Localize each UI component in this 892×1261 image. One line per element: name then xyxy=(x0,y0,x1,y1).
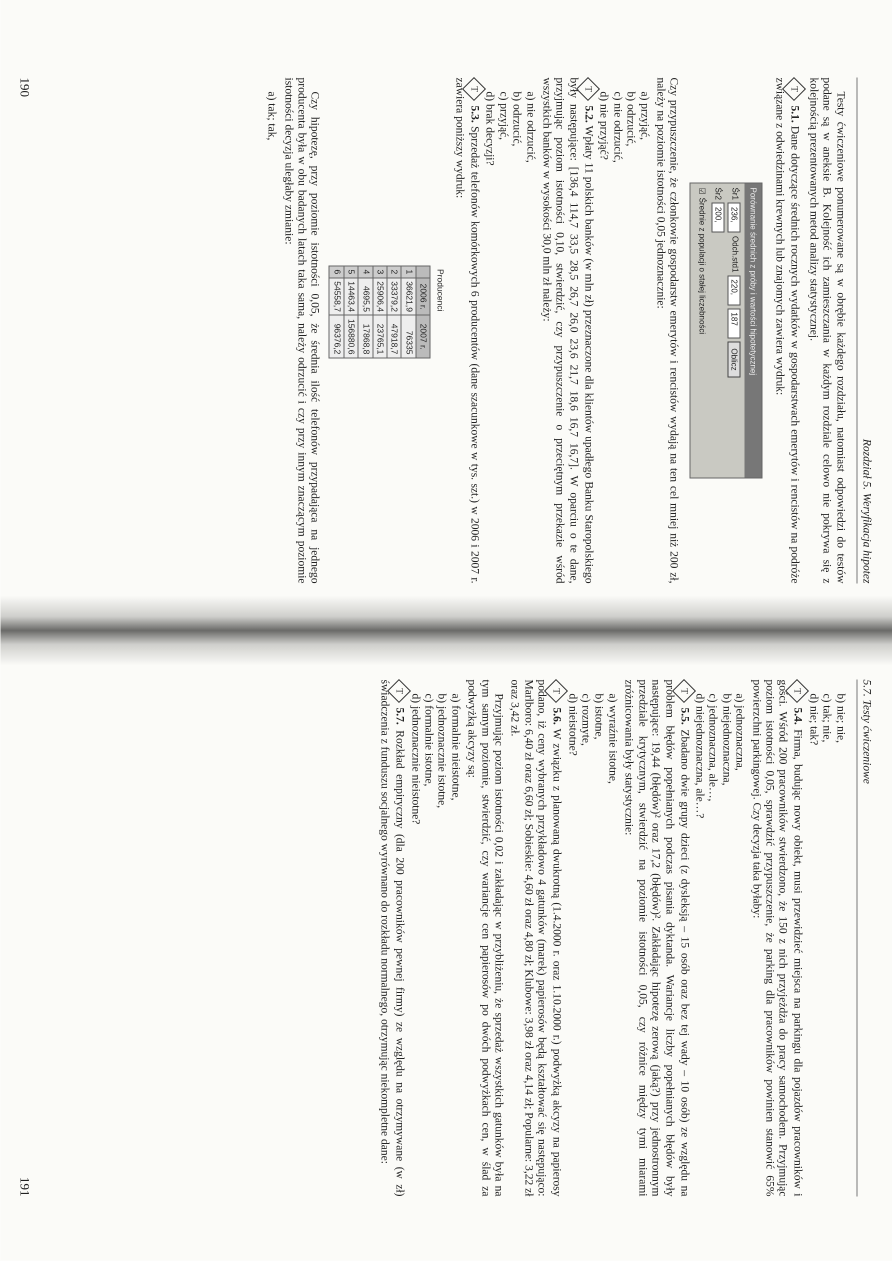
mean1-field: 236, xyxy=(728,203,741,233)
table-header-cell: 2007 r. xyxy=(416,315,430,357)
table-row xyxy=(401,266,415,358)
exercise-diamond-icon: T xyxy=(785,679,809,703)
table-cell: 4 xyxy=(358,266,372,278)
table-row xyxy=(329,266,343,358)
table-caption: Producenci xyxy=(435,269,446,312)
compute-button: Oblicz xyxy=(728,341,741,377)
left-running-header: Rozdział 5. Weryfikacja hipotez xyxy=(856,78,872,584)
exercise-5-7: T5.7. Rozkład empiryczny (dla 200 pracowników pewnej firmy) ze względu na otrzymywane (w zł) świadczenia z funduszu socjalnego wyrównano do rozkładu normalnego, otrzymując niekompletne dane: xyxy=(377,680,407,1197)
exercise-5-5-options xyxy=(565,680,619,1197)
answer-option: c) rozmyte, xyxy=(579,693,592,746)
answer-option: d) brak decyzji? xyxy=(483,91,496,166)
exercise-5-6-options xyxy=(408,680,462,1197)
exercise-diamond-icon: T xyxy=(387,679,411,703)
table-cell: 5 xyxy=(344,266,358,278)
dialog-row-3: ☑ Średnie z populacji o stałej liczebności xyxy=(695,184,711,478)
table-cell: 23765,1 xyxy=(373,315,387,357)
answer-option: d) niejednoznaczna, ale…? xyxy=(693,693,706,819)
exercise-5-3-question: Czy hipotezę, przy poziomie istotności 0,05, że średnia ilość telefonów przypadająca na jednego producenta była w obu badanych latach taka sama, należy odrzucić i czy przy innym znaczącym poziomie istotności decyzja uległaby zmianie: xyxy=(282,77,321,584)
table-cell: 14463,4 xyxy=(344,278,358,316)
answer-option: b) nie; nie, xyxy=(834,693,847,743)
mean2-field: 200, xyxy=(711,203,724,233)
answer-option: a) formalnie nieistotne, xyxy=(449,693,462,801)
checkbox-icon: ☑ xyxy=(697,187,707,195)
exercise-diamond-icon: T xyxy=(462,77,486,101)
table-cell: 96376,2 xyxy=(329,315,343,357)
dialog-title: Porównanie średnich z próby i wartości hipotetycznej xyxy=(744,184,761,478)
table-header-cell xyxy=(416,266,430,278)
answer-option: c) jednoznaczna, ale…, xyxy=(706,693,719,802)
table-cell: 25906,4 xyxy=(373,278,387,316)
table-row xyxy=(358,266,372,358)
table-row xyxy=(387,266,401,358)
exercise-diamond-icon: T xyxy=(672,679,696,703)
table-cell: 47918,7 xyxy=(387,315,401,357)
answer-option: d) jednoznacznie nieistotne? xyxy=(409,693,422,825)
exercise-5-1-question: Czy przypuszczenie, że członkowie gospodarstw emerytów i rencistów wydają na ten cel mniej niż 200 zł, należy na poziomie istotności 0,05 jednoznacznie: xyxy=(654,77,680,584)
exercise-diamond-icon: T xyxy=(782,77,806,101)
right-page xyxy=(1,642,892,1261)
answer-option: b) odrzucić, xyxy=(510,91,523,147)
right-running-header: 5.7. Testy ćwiczeniowe xyxy=(856,680,872,1197)
left-page xyxy=(1,0,892,618)
exercise-5-4: T5.4. Firma, budując nowy obiekt, musi przewidzieć miejsca na parkingu dla pojazdów pracowników i gości. Wśród 200 pracowników stwierdzono, że 150 z nich przyjeżdża do pracy samochodem. Przyjmując poziom istotności 0,05, sprawdzić przypuszczenie, że parking dla pracowników powinien stanowić 65% powierzchni parkingowej. Czy decyzja taka byłaby: xyxy=(749,680,806,1197)
exercise-diamond-icon: T xyxy=(576,77,600,101)
table-cell: 76335 xyxy=(401,315,415,357)
table-cell: 3 xyxy=(373,266,387,278)
table-cell: 1 xyxy=(401,266,415,278)
table-row xyxy=(373,266,387,358)
answer-option: c) przyjąć, xyxy=(497,91,510,141)
software-dialog-screenshot xyxy=(690,183,763,479)
answer-option: c) formalnie istotne, xyxy=(422,693,435,787)
answer-option: a) wyraźnie istotne, xyxy=(606,693,619,784)
answer-option: a) jednoznaczna, xyxy=(733,693,746,771)
exercise-5-6: T5.6. W związku z planowaną dwukrotną (1.4.2000 r. oraz 1.10.2000 r.) podwyżką akcyzy na papierosy podano, iż ceny wybranych przykładowo 4 gatunków (marek) papierosów będą kształtować się następująco: Marlboro: 6,40 zł oraz 6,60 zł; Sobieskie: 4,60 zł oraz 4,80 zł; Klubowe: 3,98 zł oraz 4,14 zł; Popularne: 3,22 zł oraz 3,42 zł. xyxy=(508,680,565,1197)
table-cell: 54558,7 xyxy=(329,278,343,316)
answer-option: a) przyjąć, xyxy=(638,91,651,141)
table-cell: 6 xyxy=(329,266,343,278)
table-cell: 4695,5 xyxy=(358,278,372,316)
answer-option: c) nie odrzucić, xyxy=(611,91,624,163)
answer-option: d) nie; tak? xyxy=(807,693,820,746)
table-cell: 33379,2 xyxy=(387,278,401,316)
exercise-5-1-options xyxy=(596,78,650,584)
answer-option: b) odrzucić, xyxy=(624,91,637,147)
page-number-left: 190 xyxy=(17,77,33,97)
exercise-5-4-options xyxy=(692,680,746,1197)
table-header-cell: 2006 r. xyxy=(416,278,430,316)
exercise-5-6-question: Przyjmując poziom istotności 0,02 i zakładając w przybliżeniu, że sprzedaż wszystkich gatunków była na tym samym poziomie, stwierdzić, czy wariancje cen papierosów po dwóch podwyżkach cen, w ślad za podwyżką akcyzy są: xyxy=(465,679,505,1197)
exercise-5-3-options xyxy=(264,78,277,584)
answer-option: b) istotne, xyxy=(593,693,605,740)
dialog-row-2: Śr2 200, xyxy=(711,184,727,478)
table-row xyxy=(344,266,358,358)
exercise-5-5: T5.5. Zbadano dwie grupy dzieci (z dysleksją – 15 osób oraz bez tej wady – 10 osób) ze względu na problem błędów popełnianych podczas pisania dyktanda. Wariancje liczby popełnianych błędów były następujące: 19,44 (błędów)² oraz 17,2 (błędów)². Zakładając hipotezę zerową (jaką?) przy jednostronnym przedziale krytycznym, stwierdzić na poziomie istotności 0,05, czy różnice między tymi miarami zróżnicowania były statystycznie: xyxy=(621,680,692,1197)
table-cell: 36621,9 xyxy=(401,278,415,316)
exercise-5-1: T5.1. Dane dotyczące średnich rocznych wydatków w gospodarstwach emerytów i rencistów na podróże związane z odwiedzinami krewnych lub znajomych zawiera wydruk: xyxy=(772,78,802,584)
table-cell: 156880,6 xyxy=(344,315,358,357)
answer-option: a) nie odrzucić, xyxy=(524,91,537,163)
sales-table xyxy=(329,266,446,359)
n1-field: 187 xyxy=(728,308,741,338)
table-header-row xyxy=(416,266,430,358)
table-cell: 2 xyxy=(387,266,401,278)
exercise-5-3: T5.3. Sprzedaż telefonów komórkowych 6 producentów (dane szacunkowe w tys. szt.) w 2006 i 2007 r. zawiera poniższy wydruk: xyxy=(452,78,482,584)
answer-option: d) nieistotne? xyxy=(566,693,579,756)
answer-option: b) niejednoznaczna, xyxy=(720,693,733,786)
continued-options xyxy=(806,680,846,1197)
page-number-right: 191 xyxy=(17,1177,33,1197)
table-cell: 17868,8 xyxy=(358,315,372,357)
exercise-5-2-options xyxy=(483,78,537,584)
intro-paragraph: Testy ćwiczeniowe ponumerowane są w obrębie każdego rozdziału, natomiast odpowiedzi do testów podane są w aneksie B. Kolejność ich zamieszczania w każdym rozdziale celowo nie pokrywa się z kolejnością prezentowanych metod analizy statystycznej. xyxy=(807,77,847,584)
exercise-5-2: T5.2. Wpłaty 11 polskich banków (w mln zł) przeznaczone dla klientów upadłego Banku Staropolskiego były następujące: [136,4 114,7 33,5 28,5 26,7 26,0 23,6 21,7 18,6 16,7 16,7]. W oparciu o te dane, przyjmując poziom istotności 0,10, stwierdzić, czy przypuszczenie o przeciętnym przekazie wśród wszystkich banków w wysokości 30,0 mln zł należy: xyxy=(539,78,596,584)
rotated-spread xyxy=(1,0,892,1261)
dialog-row-1: Śr1 236, Odch.std1 220, 187 Oblicz xyxy=(728,184,744,478)
exercise-diamond-icon: T xyxy=(544,679,568,703)
answer-option: c) tak; nie, xyxy=(820,693,833,743)
sd1-field: 220, xyxy=(728,275,741,305)
answer-option: a) tak; tak, xyxy=(265,91,278,141)
answer-option: b) jednoznacznie istotne, xyxy=(435,693,448,809)
answer-option: d) nie przyjąć? xyxy=(597,91,610,160)
